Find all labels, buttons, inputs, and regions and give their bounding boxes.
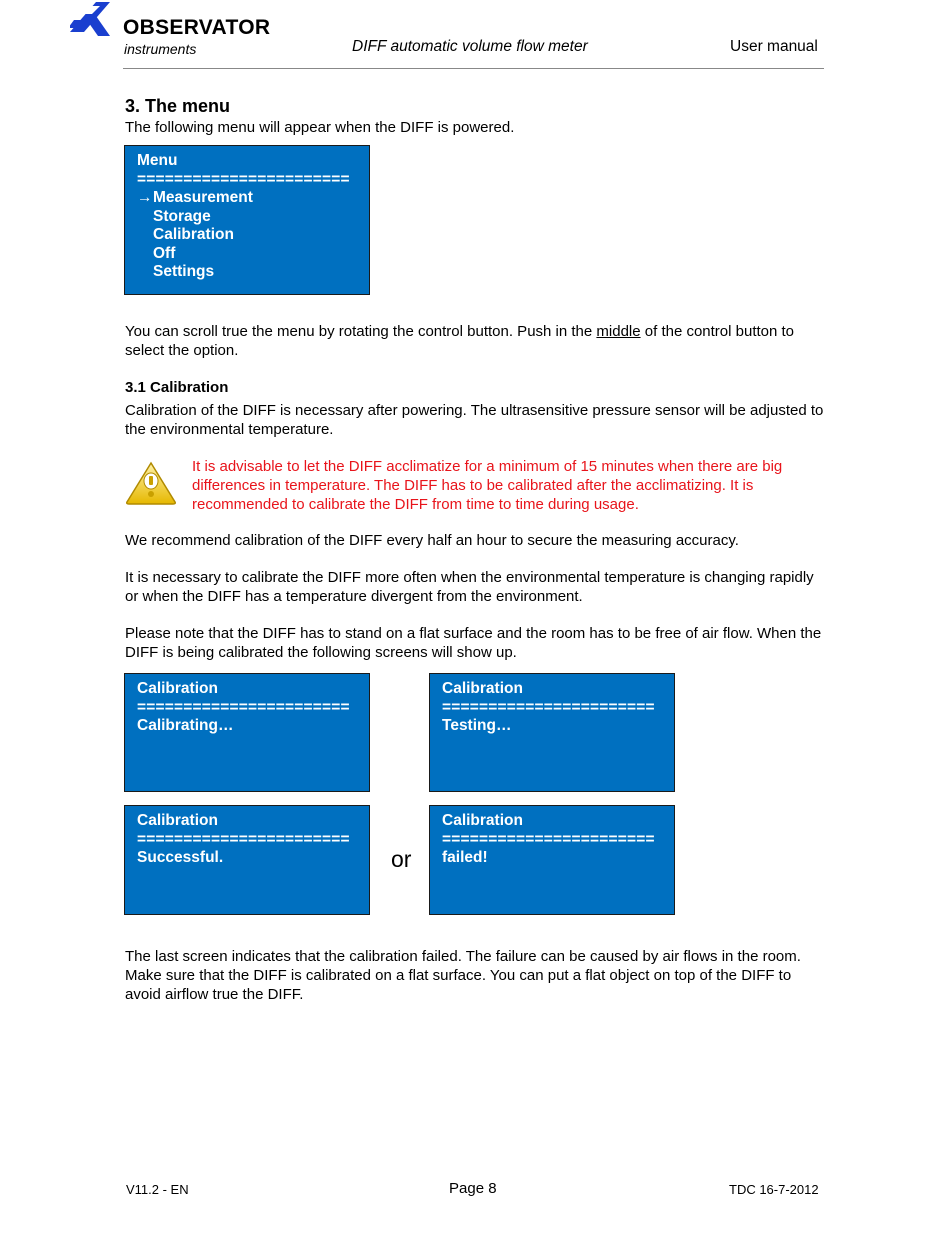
selection-arrow-icon: → (137, 189, 153, 206)
paragraph-temperature: It is necessary to calibrate the DIFF more often when the environmental temperature is changing rapidly or when the DIFF has a temperature divergent from the environment. (125, 569, 814, 605)
calibration-screen-title: Calibration (137, 812, 218, 829)
calibration-screen-message: Calibrating… (137, 717, 234, 734)
calibration-screen-separator: ======================= (137, 830, 350, 848)
warning-text: It is advisable to let the DIFF acclimatize for a minimum of 15 minutes when there are big differences in temperature. The DIFF has to be calibrated after the acclimatizing. It is recommended to calibrate the DIFF from time to time during usage. (192, 458, 783, 513)
menu-item-settings[interactable]: Settings (153, 263, 215, 280)
scroll-text-after: of the control button to select the option. (125, 323, 795, 359)
footer-page-number: Page 8 (449, 1180, 497, 1197)
calibration-screen-failed (429, 805, 675, 915)
menu-screen-separator: ======================= (137, 170, 350, 188)
menu-item-measurement[interactable] (137, 189, 369, 208)
calibration-screen-successful (124, 805, 370, 915)
paragraph-recommendation: We recommend calibration of the DIFF every half an hour to secure the measuring accuracy. (125, 532, 739, 549)
header-divider (123, 68, 824, 69)
menu-screen (124, 145, 370, 295)
paragraph-failure: The last screen indicates that the calibration failed. The failure can be caused by air flows in the room. Make sure that the DIFF is calibrated on a flat surface. You can put a flat object on top of the DIFF to avoid airflow true the DIFF. (125, 948, 801, 1003)
calibration-screen-message: Testing… (442, 717, 512, 734)
observator-logo-icon (70, 2, 110, 36)
calibration-screen-testing (429, 673, 675, 792)
calibration-screen-separator: ======================= (137, 698, 350, 716)
calibration-screen-message: Successful. (137, 849, 224, 866)
document-title: DIFF automatic volume flow meter (352, 38, 588, 55)
menu-item-label: Measurement (153, 189, 253, 206)
paragraph-flat-surface: Please note that the DIFF has to stand on a flat surface and the room has to be free of air flow. When the DIFF is being calibrated the following screens will show up. (125, 625, 822, 661)
menu-item-calibration[interactable]: Calibration (153, 226, 234, 243)
document-type: User manual (730, 38, 818, 55)
calibration-screen-title: Calibration (137, 680, 218, 697)
calibration-screen-separator: ======================= (442, 830, 655, 848)
subsection-title: 3.1 Calibration (125, 379, 229, 396)
or-label: or (391, 846, 412, 872)
subsection-text: Calibration of the DIFF is necessary after powering. The ultrasensitive pressure sensor will be adjusted to the environmental temperature. (125, 402, 824, 438)
calibration-screen-calibrating (124, 673, 370, 792)
calibration-screen-title: Calibration (442, 812, 523, 829)
brand-name: OBSERVATOR (123, 16, 271, 39)
brand-subtitle: instruments (124, 41, 197, 57)
scroll-instructions (125, 322, 825, 360)
warning-icon (125, 460, 177, 506)
menu-screen-title: Menu (137, 152, 178, 169)
menu-item-off[interactable]: Off (153, 244, 176, 262)
footer-version: V11.2 - EN (126, 1182, 189, 1197)
scroll-text-before: You can scroll true the menu by rotating the control button. Push in the (125, 323, 597, 340)
footer-date: TDC 16-7-2012 (729, 1182, 819, 1197)
section-intro: The following menu will appear when the DIFF is powered. (125, 119, 515, 136)
calibration-screen-title: Calibration (442, 680, 523, 697)
calibration-screen-separator: ======================= (442, 698, 655, 716)
section-title: 3. The menu (125, 96, 231, 116)
calibration-screen-message: failed! (442, 849, 488, 866)
scroll-text-underlined: middle (596, 323, 641, 340)
menu-item-storage[interactable]: Storage (153, 207, 211, 225)
